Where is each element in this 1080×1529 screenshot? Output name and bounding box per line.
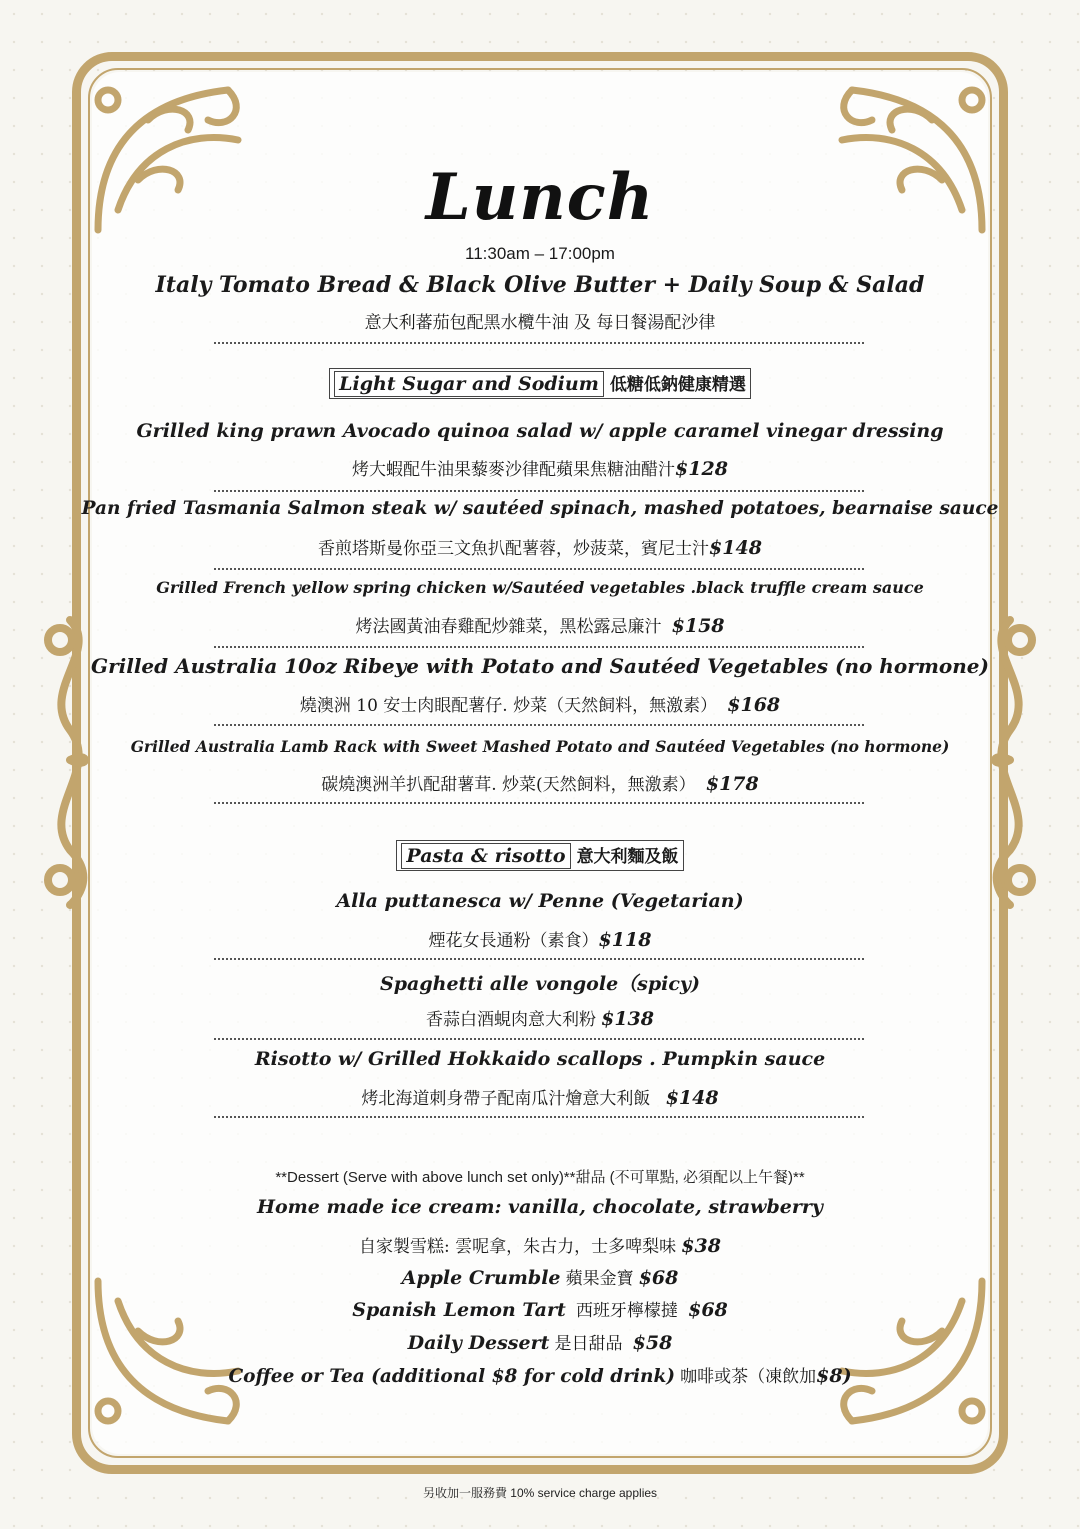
dish-detail [92,612,988,637]
menu-title: Lunch [425,160,655,235]
dish-detail [92,534,988,559]
divider [214,490,864,492]
dish-name-zh: 烤北海道刺身帶子配南瓜汁燴意大利飯 [361,1089,651,1109]
divider [214,1038,864,1040]
dessert-name-en: Home made ice cream: vanilla, chocolate, strawberry [257,1196,823,1218]
dessert-price: $68 [688,1299,728,1321]
dish-name-en: Risotto w/ Grilled Hokkaido scallops . Pumpkin sauce [254,1048,826,1070]
dessert-note: **Dessert (Serve with above lunch set only)**甜品 (不可單點, 必須配以上午餐)** [275,1169,805,1186]
divider [214,646,864,648]
dessert-name-en: Spanish Lemon Tart [352,1299,566,1321]
dessert-name-zh: 蘋果金寶 [565,1269,634,1289]
dish-name-en: Grilled French yellow spring chicken w/Sautéed vegetables .black truffle cream sauce [156,578,924,597]
ornament-bottom-left-icon [78,1261,268,1451]
divider [214,724,864,726]
dessert-name-zh: 自家製雪糕: 雲呢拿，朱古力，士多啤梨味 [359,1237,677,1257]
dish-name-zh: 烤法國黃油春雞配炒雜菜，黑松露忌廉汁 [355,617,662,637]
dish-name-en: Grilled king prawn Avocado quinoa salad w/ apple caramel vinegar dressing [136,420,944,442]
menu-hours: 11:30am – 17:00pm [465,244,615,263]
dish-detail [92,455,988,480]
section-title-en: Pasta & risotto [401,843,570,869]
ornament-bottom-right-icon [812,1261,1002,1451]
dish-detail [92,926,988,951]
dessert-price: $38 [681,1235,721,1257]
dish-name-en: Grilled Australia Lamb Rack with Sweet Mashed Potato and Sautéed Vegetables (no hormone) [130,737,950,756]
dish-detail [92,770,988,795]
dish-name-zh: 燒澳洲 10 安士肉眼配薯仔. 炒菜（天然飼料，無激素） [299,696,718,716]
dessert-price: $68 [638,1267,679,1289]
coffee-price: $8) [816,1365,852,1387]
coffee-name-en: Coffee or Tea (additional $8 for cold drink) [228,1366,676,1387]
dish-detail [92,691,988,716]
dish-name-en: Pan fried Tasmania Salmon steak w/ sautéed spinach, mashed potatoes, bearnaise sauce [81,498,999,519]
dish-price: $168 [727,694,781,716]
section-pasta [92,840,988,871]
divider [214,342,864,344]
divider [214,568,864,570]
dish-detail [92,1084,988,1109]
dish-name-en: Grilled Australia 10oz Ribeye with Potato and Sautéed Vegetables (no hormone) [91,654,989,678]
dessert-item [92,1264,988,1289]
dish-name-zh: 碳燒澳洲羊扒配甜薯茸. 炒菜(天然飼料，無激素） [321,775,696,795]
divider [214,1116,864,1118]
dessert-detail [92,1232,988,1257]
divider [214,802,864,804]
section-title-zh: 意大利麵及飯 [577,842,679,867]
coffee-name-zh: 咖啡或茶（凍飲加 [680,1367,817,1387]
dessert-item [92,1329,988,1354]
section-title-en: Light Sugar and Sodium [334,371,604,397]
section-light-sugar [92,368,988,399]
dish-price: $128 [675,458,728,480]
dish-detail [92,1005,988,1030]
dessert-name-en: Daily Dessert [407,1332,550,1354]
dish-name-zh: 香煎塔斯曼你亞三文魚扒配薯蓉，炒菠菜，賓尼士汁 [318,539,710,559]
set-intro-zh: 意大利蕃茄包配黑水欖牛油 及 每日餐湯配沙律 [364,313,716,333]
dish-price: $178 [705,773,759,795]
dessert-name-zh: 西班牙檸檬撻 [575,1301,678,1321]
service-charge-note: 另收加一服務費 10% service charge applies [422,1486,658,1500]
dessert-name-en: Apple Crumble [401,1267,561,1289]
dessert-name-zh: 是日甜品 [554,1334,623,1354]
section-title-zh: 低糖低鈉健康精選 [610,370,746,395]
set-intro-en: Italy Tomato Bread & Black Olive Butter + Daily Soup & Salad [155,272,925,298]
dessert-price: $58 [632,1332,673,1354]
dish-price: $148 [665,1087,719,1109]
coffee-item [92,1362,988,1387]
dish-price: $148 [709,537,762,559]
dish-price: $138 [601,1008,654,1030]
dish-price: $158 [671,615,725,637]
dish-name-zh: 煙花女長通粉（素食） [428,931,599,951]
dish-name-zh: 烤大蝦配牛油果藜麥沙律配蘋果焦糖油醋汁 [352,460,676,480]
dessert-item [92,1296,988,1321]
dish-name-zh: 香蒜白酒蜆肉意大利粉 [426,1010,596,1030]
dish-name-en: Alla puttanesca w/ Penne (Vegetarian) [336,890,744,912]
divider [214,958,864,960]
dish-name-en: Spaghetti alle vongole（spicy) [380,973,700,995]
dish-price: $118 [598,929,652,951]
